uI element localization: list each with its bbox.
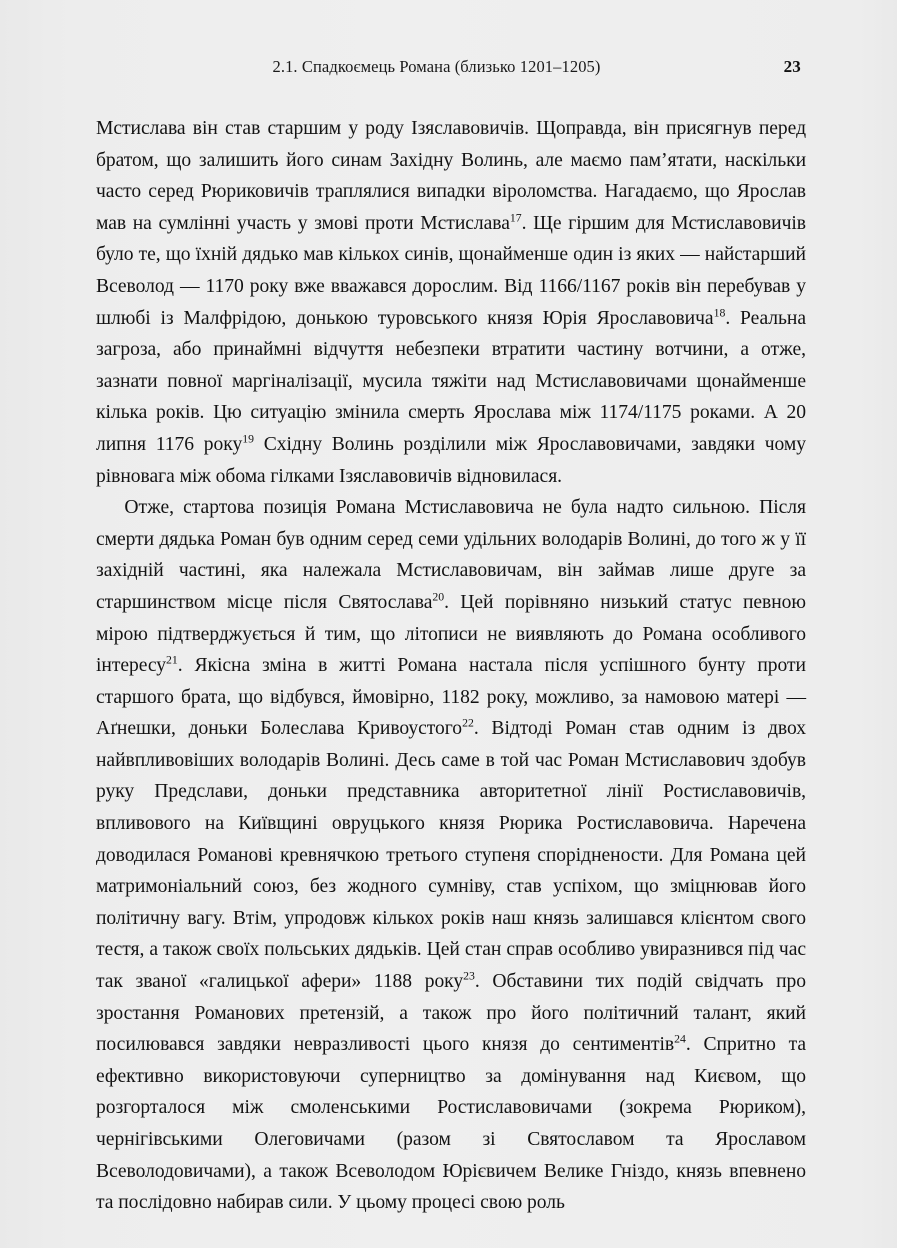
paragraph-2: Отже, стартова позиція Романа Мстиславовича не була надто сильною. Після смерти дядька Роман був одним серед семи удільних володарів Волині, до того ж у її західній частині, яка належала Мстиславовичам, він займав лише друге за старшинством місце після Святослава$^{20}$. Цей порівняно низький статус певною мірою підтверджується й тим, що літописи не виявляють до Романа особливого інтересу$^{21}$. Якісна зміна в житті Романа настала після успішного бунту проти старшого брата, що відбувся, ймовірно, 1182 року, можливо, за намовою матері — Аґнешки, доньки Болеслава Кривоустого$^{22}$. Відтоді Роман став одним із двох найвпливовіших володарів Волині. Десь саме в той час Роман Мстиславович здобув руку Предслави, доньки представника авторитетної лінії Ростиславовичів, впливового на Київщині овруцького князя Рюрика Ростиславовича. Наречена доводилася Романові кревнячкою третього ступеня споріднености. Для Романа цей матримоніальний союз, без жодного сумніву, став успіхом, що зміцнював його політичну вагу. Втім, упродовж кількох років наш князь залишався клієнтом свого тестя, а також своїх польських дядьків. Цей стан справ особливо увиразнився під час так званої «галицької афери» 1188 року$^{23}$. Обставини тих подій свідчать про зростання Романових претензій, а також про його політичний талант, який посилювався завдяки невразливості цього князя до сентиментів$^{24}$. Спритно та ефективно використовуючи суперництво за домінування над Києвом, що розгорталося між смоленськими Ростиславовичами (зокрема Рюриком), чернігівськими Олеговичами (разом зі Святославом та Ярославом Всеволодовичами), а також Всеволодом Юрієвичем Велике Гніздо, князь впевнено та послідовно набирав сили. У цьому процесі свою роль	[96, 497, 807, 1214]
running-head-title: 2.1. Спадкоємець Романа (близько 1201–1205)	[272, 57, 601, 76]
page-number: 23	[783, 57, 801, 76]
text-block	[96, 113, 806, 1219]
paragraph-1: Мстислава він став старшим у роду Ізяславовичів. Щоправда, він присягнув перед братом, що залишить його синам Західну Волинь, але маємо пам’ятати, наскільки часто серед Рюриковичів траплялися випадки віроломства. Нагадаємо, що Ярослав мав на сумлінні участь у змові проти Мстислава$^{17}$. Ще гіршим для Мстиславовичів було те, що їхній дядько мав кількох синів, щонайменше один із яких — найстарший Всеволод — 1170 року вже вважався дорослим. Від 1166/1167 років він перебував у шлюбі із Малфрідою, донькою туровського князя Юрія Ярославовича$^{18}$. Реальна загроза, або принаймні відчуття небезпеки втратити частину вотчини, а отже, зазнати повної маргіналізації, мусила тяжіти над Мстиславовичами щонайменше кілька років. Цю ситуацію змінила смерть Ярослава між 1174/1175 роками. А 20 липня 1176 року$^{19}$ Східну Волинь розділили між Ярославовичами, завдяки чому рівновага між обома гілками Ізяславовичів відновилася.	[96, 118, 807, 487]
footnote-marker[interactable]: 24	[674, 1032, 686, 1046]
footnote-marker[interactable]: 19	[242, 432, 254, 446]
footnote-marker[interactable]: 23	[463, 969, 475, 983]
footnote-marker[interactable]: 21	[166, 653, 178, 667]
footnote-marker[interactable]: 22	[462, 716, 474, 730]
footnote-marker[interactable]: 20	[432, 590, 445, 604]
footnote-marker[interactable]: 17	[509, 211, 522, 225]
footnote-marker[interactable]: 18	[713, 306, 726, 320]
running-head	[96, 57, 801, 81]
